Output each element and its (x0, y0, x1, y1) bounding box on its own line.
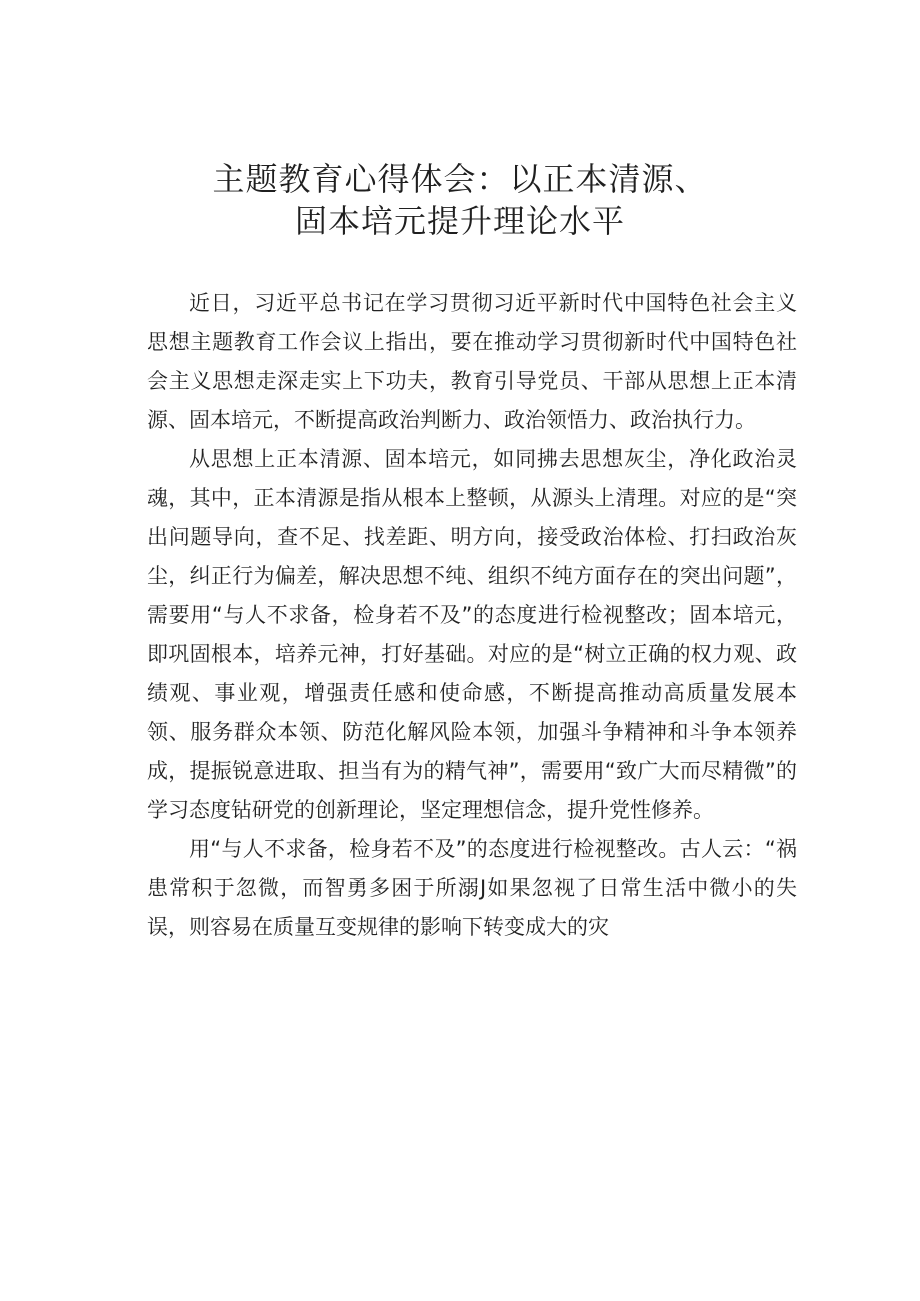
paragraph-3: 用“与人不求备，检身若不及”的态度进行检视整改。古人云：“祸患常积于忽微，而智勇多困于所溺J如果忽视了日常生活中微小的失误，则容易在质量互变规律的影响下转变成大的灾 (147, 837, 797, 939)
document-body (147, 284, 797, 947)
title-line-2: 固本培元提升理论水平 (294, 202, 625, 240)
paragraph-1: 近日，习近平总书记在学习贯彻习近平新时代中国特色社会主义思想主题教育工作会议上指出，要在推动学习贯彻新时代中国特色社会主义思想走深走实上下功夫，教育引导党员、干部从思想上正本清源、固本培元，不断提高政治判断力、政治领悟力、政治执行力。 (147, 291, 797, 432)
paragraph-2: 从思想上正本清源、固本培元，如同拂去思想灰尘，净化政治灵魂，其中，正本清源是指从根本上整顿，从源头上清理。对应的是“突出问题导向，查不足、找差距、明方向，接受政治体检、打扫政治灰尘，纠正行为偏差，解决思想不纯、组织不纯方面存在的突出问题”，需要用“与人不求备，检身若不及”的态度进行检视整改；固本培元，即巩固根本，培养元神，打好基础。对应的是“树立正确的权力观、政绩观、事业观，增强责任感和使命感，不断提高推动高质量发展本领、服务群众本领、防范化解风险本领，加强斗争精神和斗争本领养成，提振锐意进取、担当有为的精气神”，需要用“致广大而尽精微”的学习态度钻研党的创新理论，坚定理想信念，提升党性修养。 (147, 447, 797, 822)
title-line-1: 主题教育心得体会：以正本清源、 (212, 160, 708, 198)
document-title (0, 158, 920, 242)
